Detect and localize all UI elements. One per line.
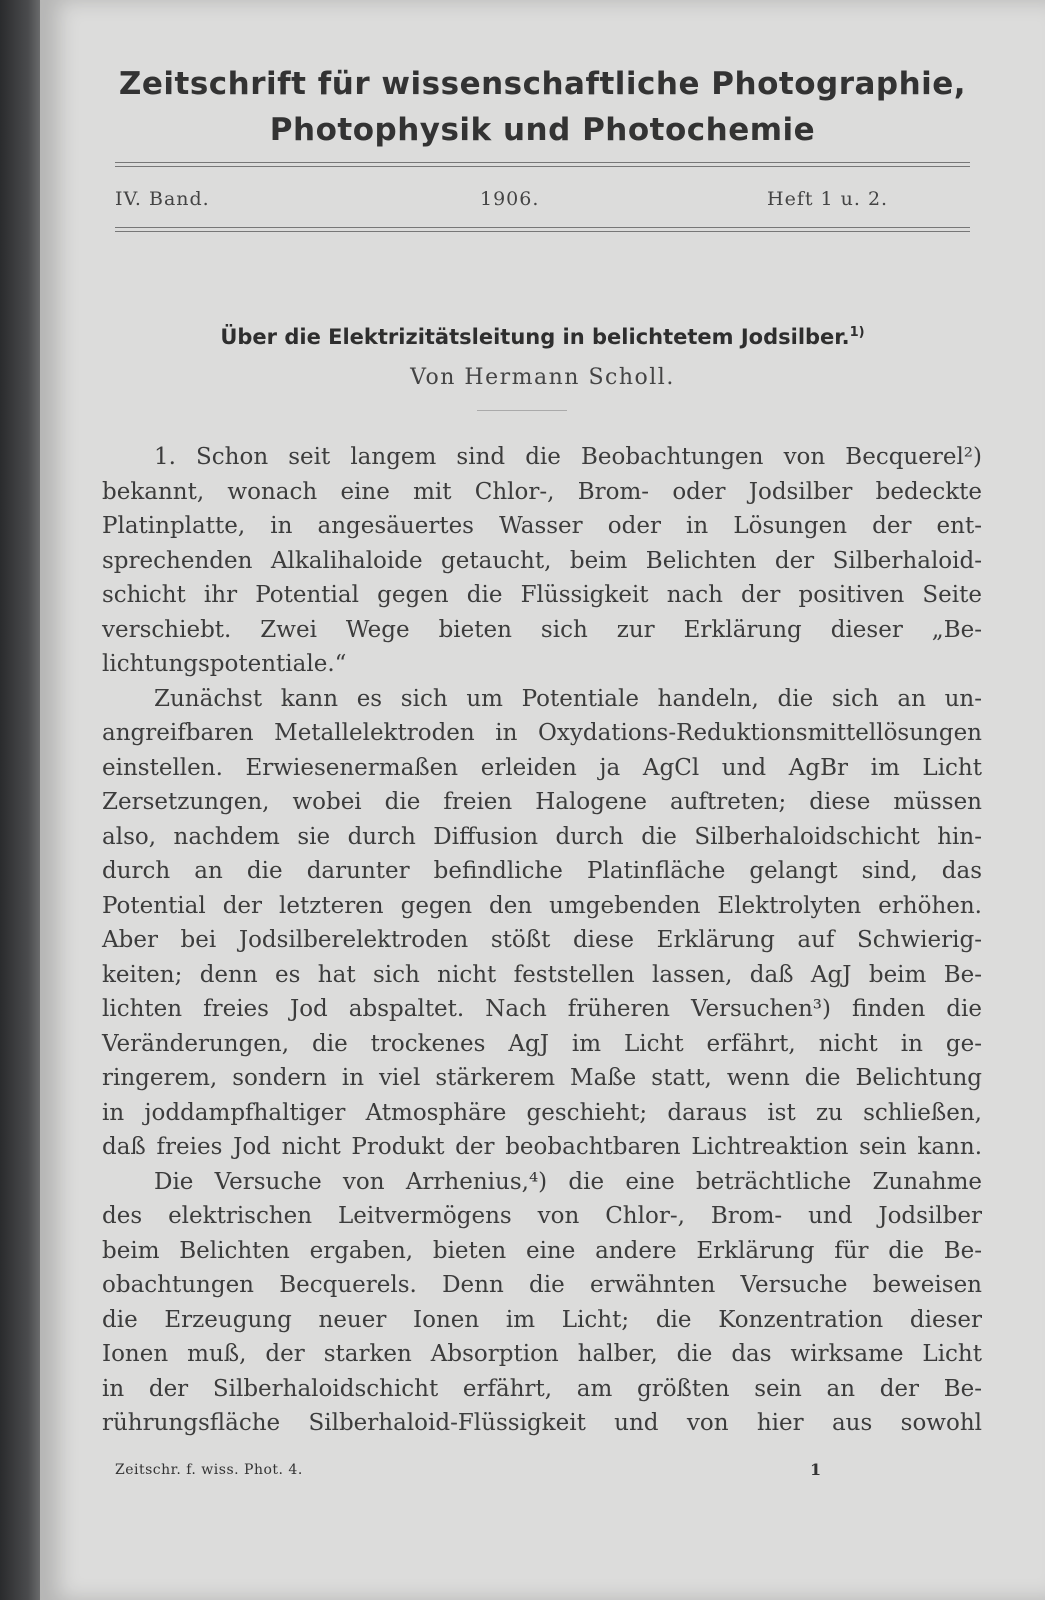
title-footnote-mark: 1) (849, 325, 865, 340)
text-line: des elektrischen Leitvermögens von Chlor-, Brom- und Jodsilber (102, 1203, 982, 1229)
text-line: Ionen muß, der starken Absorption halber, die das wirksame Licht (102, 1341, 982, 1367)
year-label: 1906. (480, 188, 540, 210)
text-line: einstellen. Erwiesenermaßen erleiden ja AgCl und AgBr im Licht (102, 754, 982, 781)
text-line: bekannt, wonach eine mit Chlor-, Brom- oder Jodsilber bedeckte (102, 478, 982, 505)
text-line: lichten freies Jod abspaltet. Nach früheren Versuchen³) finden die (102, 996, 982, 1022)
text-line: lichtungspotentiale.“ (102, 651, 347, 677)
article-title-text: Über die Elektrizitätsleitung in belichtetem Jodsilber. (220, 325, 850, 349)
paragraph (102, 1165, 982, 1441)
text-line: also, nachdem sie durch Diffusion durch die Silberhaloidschicht hin- (102, 823, 982, 850)
text-line: Potential der letzteren gegen den umgebenden Elektrolyten erhöhen. (102, 892, 982, 919)
volume-label: IV. Band. (115, 188, 210, 210)
text-line: verschiebt. Zwei Wege bieten sich zur Erklärung dieser „Be- (102, 616, 982, 643)
journal-title-line2: Photophysik und Photochemie (269, 112, 816, 148)
footer-citation: Zeitschr. f. wiss. Phot. 4. (115, 1462, 303, 1478)
text-line: daß freies Jod nicht Produkt der beobachtbaren Lichtreaktion sein kann. (102, 1134, 982, 1160)
header-rule-top (115, 162, 970, 167)
text-line: beim Belichten ergaben, bieten eine andere Erklärung für die Be- (102, 1237, 982, 1264)
article-title (40, 325, 1045, 349)
text-line: keiten; denn es hat sich nicht feststellen lassen, daß AgJ beim Be- (102, 961, 982, 988)
text-line: die Erzeugung neuer Ionen im Licht; die Konzentration dieser (102, 1306, 982, 1333)
text-line: in der Silberhaloidschicht erfährt, am größten sein an der Be- (102, 1375, 982, 1402)
text-line: schicht ihr Potential gegen die Flüssigkeit nach der positiven Seite (102, 582, 982, 608)
article-body (102, 440, 982, 1441)
text-line: Die Versuche von Arrhenius,⁴) die eine beträchtliche Zunahme (154, 1168, 982, 1195)
text-line: Platinplatte, in angesäuertes Wasser oder in Lösungen der ent- (102, 513, 982, 539)
paragraph (102, 440, 982, 682)
text-line: ringerem, sondern in viel stärkerem Maße statt, wenn die Belichtung (102, 1065, 982, 1091)
text-line: rührungsfläche Silberhaloid-Flüssigkeit und von hier aus sowohl (102, 1410, 982, 1436)
text-line: angreifbaren Metallelektroden in Oxydations-Reduktionsmittellösungen (102, 720, 982, 746)
page-number: 1 (810, 1460, 822, 1479)
article-author: Von Hermann Scholl. (410, 365, 675, 390)
title-separator (477, 410, 567, 411)
header-rule-bottom (115, 227, 970, 232)
text-line: durch an die darunter befindliche Platinfläche gelangt sind, das (102, 858, 982, 884)
text-line: Veränderungen, die trockenes AgJ im Licht erfährt, nicht in ge- (102, 1030, 982, 1057)
text-line: sprechenden Alkalihaloide getaucht, beim Belichten der Silberhaloid- (102, 547, 982, 574)
text-line: 1. Schon seit langem sind die Beobachtungen von Becquerel²) (154, 444, 982, 470)
journal-title-line1: Zeitschrift für wissenschaftliche Photographie, (118, 66, 967, 102)
issue-label: Heft 1 u. 2. (767, 188, 889, 210)
book-binding (0, 0, 40, 1600)
paragraph (102, 682, 982, 1165)
text-line: Zunächst kann es sich um Potentiale handeln, die sich an un- (154, 685, 982, 712)
text-line: obachtungen Becquerels. Denn die erwähnten Versuche beweisen (102, 1272, 982, 1298)
page (40, 0, 1045, 1600)
text-line: in joddampfhaltiger Atmosphäre geschieht; daraus ist zu schließen, (102, 1099, 982, 1126)
text-line: Aber bei Jodsilberelektroden stößt diese Erklärung auf Schwierig- (102, 927, 982, 953)
text-line: Zersetzungen, wobei die freien Halogene auftreten; diese müssen (102, 789, 982, 815)
